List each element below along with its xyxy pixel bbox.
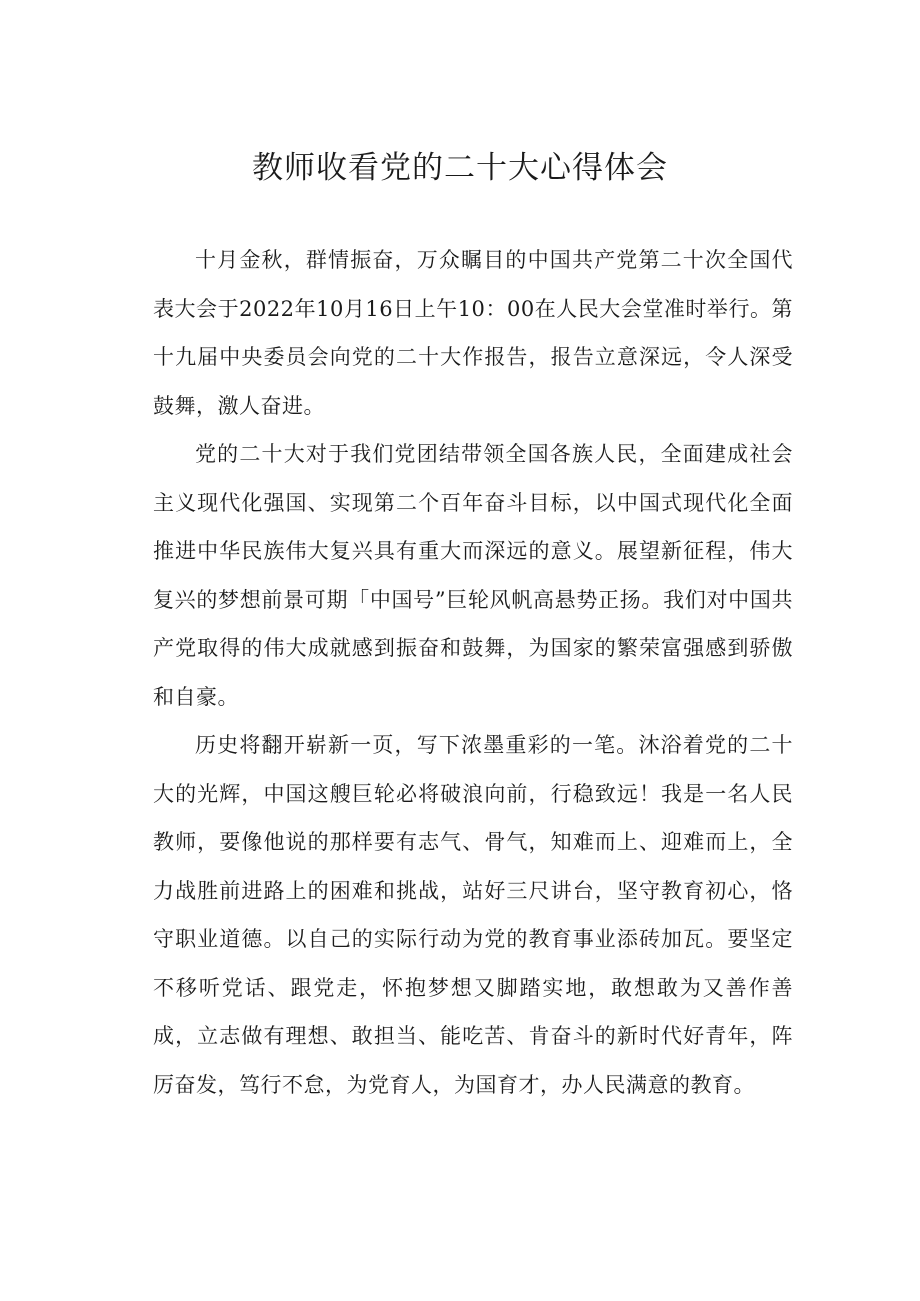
document-title: 教师收看党的二十大心得体会 bbox=[252, 150, 668, 186]
paragraph-3: 历史将翻开崭新一页，写下浓墨重彩的一笔。沐浴着党的二十大的光辉，中国这艘巨轮必将破浪向前，行稳致远！我是一名人民教师，要像他说的那样要有志气、骨气，知难而上、迎难而上，全力战胜前进路上的困难和挑战，站好三尺讲台，坚守教育初心，恪守职业道德。以自己的实际行动为党的教育事业添砖加瓦。要坚定不移听党话、跟党走，怀抱梦想又脚踏实地，敢想敢为又善作善成，立志做有理想、敢担当、能吃苦、肯奋斗的新时代好青年，阵厉奋发，笃行不怠，为党育人，为国育才，办人民满意的教育。 bbox=[153, 733, 793, 1097]
paragraph-2: 党的二十大对于我们党团结带领全国各族人民，全面建成社会主义现代化强国、实现第二个百年奋斗目标，以中国式现代化全面推进中华民族伟大复兴具有重大而深远的意义。展望新征程，伟大复兴的梦想前景可期「中国号”巨轮风帆高悬势正扬。我们对中国共产党取得的伟大成就感到振奋和鼓舞，为国家的繁荣富强感到骄傲和自豪。 bbox=[153, 442, 793, 709]
document-body bbox=[153, 236, 793, 1109]
paragraph-1: 十月金秋，群情振奋，万众瞩目的中国共产党第二十次全国代表大会于2022年10月16日上午10：00在人民大会堂准时举行。第十九届中央委员会向党的二十大作报告，报告立意深远，令人深受鼓舞，激人奋进。 bbox=[153, 248, 793, 418]
